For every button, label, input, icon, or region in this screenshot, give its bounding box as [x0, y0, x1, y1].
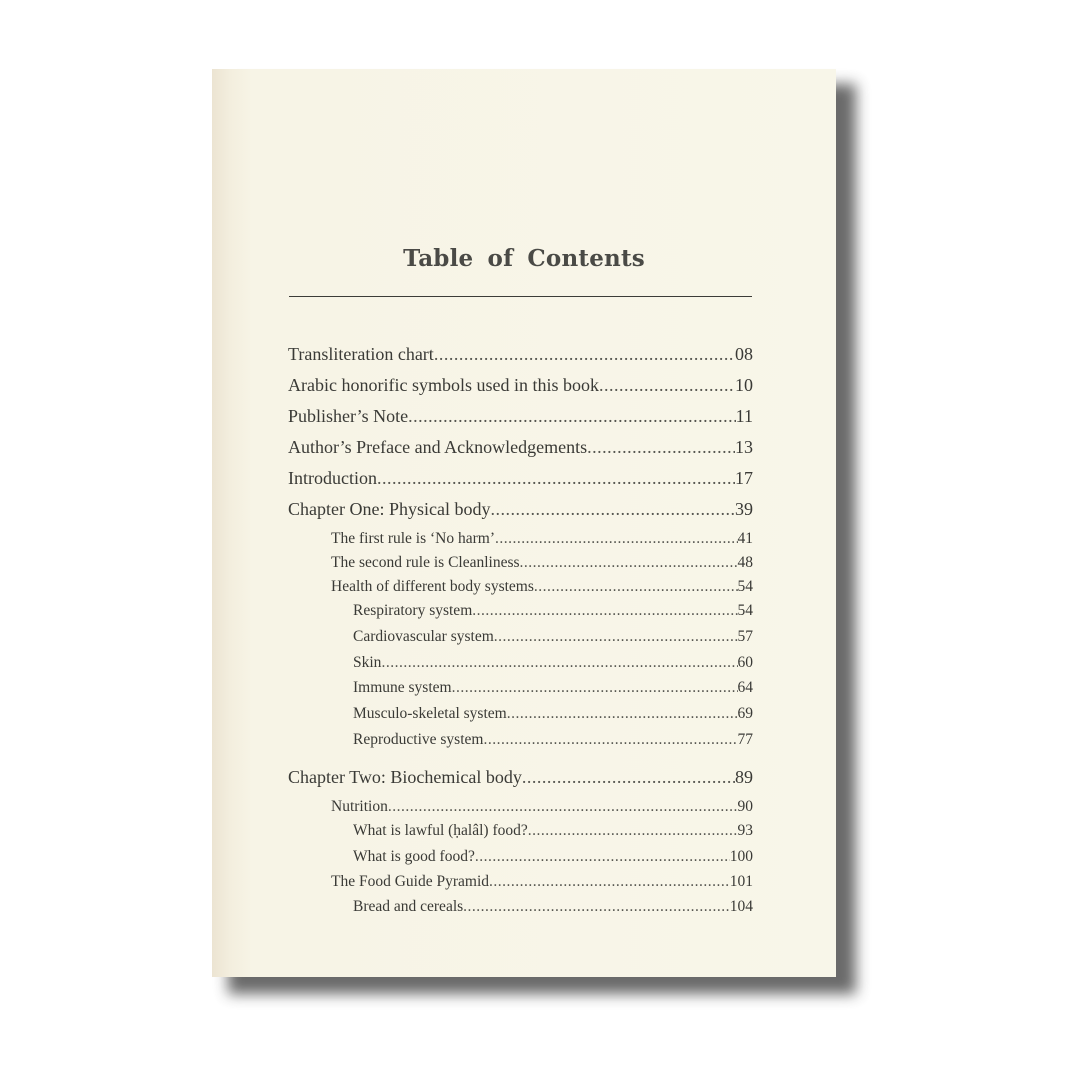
toc-page-number: 11: [735, 406, 753, 426]
toc-page-number: 54: [737, 602, 753, 619]
toc-entry-label: What is good food?: [353, 848, 475, 865]
toc-entry-label: Health of different body systems: [331, 578, 534, 595]
toc-dot-leader: [495, 530, 738, 548]
page-title: Table of Contents: [403, 245, 645, 272]
toc-entry-label: The first rule is ‘No harm’: [331, 530, 495, 547]
toc-entry-label: Respiratory system: [353, 602, 473, 619]
toc-page-number: 41: [737, 530, 753, 547]
toc-page-number: 104: [729, 898, 753, 915]
toc-entry-label: Introduction: [288, 468, 377, 488]
toc-entry: [353, 602, 753, 620]
toc-entry-label: What is lawful (ḥalâl) food?: [353, 822, 528, 839]
toc-page-number: 93: [737, 822, 753, 839]
toc-entry-label: Nutrition: [331, 798, 388, 815]
toc-dot-leader: [475, 848, 730, 866]
toc-dot-leader: [408, 406, 735, 427]
toc-entry-label: Bread and cereals: [353, 898, 464, 915]
toc-dot-leader: [472, 602, 737, 620]
toc-entry: [288, 499, 753, 520]
toc-entry: [288, 468, 753, 489]
toc-dot-leader: [494, 628, 738, 646]
toc-entry: [331, 873, 753, 891]
toc-page-number: 57: [737, 628, 753, 645]
toc-entry-label: Skin: [353, 654, 382, 671]
toc-page-number: 69: [737, 705, 753, 722]
toc-entry-label: Immune system: [353, 679, 452, 696]
toc-entry: [353, 898, 753, 916]
toc-page-number: 60: [737, 654, 753, 671]
toc-page-number: 101: [729, 873, 753, 890]
toc-page-number: 64: [737, 679, 753, 696]
toc-entry-label: Chapter Two: Biochemical body: [288, 767, 522, 787]
toc-entry: [331, 578, 753, 596]
toc-entry-label: The Food Guide Pyramid: [331, 873, 489, 890]
toc-page-number: 90: [737, 798, 753, 815]
toc-dot-leader: [452, 679, 738, 697]
toc-dot-leader: [599, 375, 735, 396]
toc-dot-leader: [434, 344, 735, 365]
toc-entry: [353, 654, 753, 672]
toc-entry: [353, 628, 753, 646]
toc-entry-label: Author’s Preface and Acknowledgements: [288, 437, 588, 457]
toc-entry-label: Chapter One: Physical body: [288, 499, 491, 519]
toc-entry: [353, 731, 753, 749]
toc-dot-leader: [520, 554, 738, 572]
toc-entry: [288, 344, 753, 365]
toc-entry-label: Musculo-skeletal system: [353, 705, 507, 722]
toc-entry-label: Cardiovascular system: [353, 628, 494, 645]
toc-entry-label: Transliteration chart: [288, 344, 434, 364]
toc-entry: [288, 375, 753, 396]
toc-page-number: 54: [737, 578, 753, 595]
toc-entry-label: Arabic honorific symbols used in this book: [288, 375, 599, 395]
toc-dot-leader: [587, 437, 735, 458]
page-content: [212, 69, 836, 977]
toc-dot-leader: [534, 578, 738, 596]
toc-page-number: 13: [735, 437, 753, 457]
toc-page-number: 39: [735, 499, 753, 519]
toc-entry-label: The second rule is Cleanliness: [331, 554, 520, 571]
toc-entry-label: Publisher’s Note: [288, 406, 409, 426]
table-of-contents: [212, 69, 836, 977]
toc-page-number: 48: [737, 554, 753, 571]
book-page: [212, 69, 836, 977]
toc-dot-leader: [489, 873, 730, 891]
toc-dot-leader: [522, 767, 735, 788]
toc-page-number: 10: [735, 375, 753, 395]
toc-page-number: 77: [737, 731, 753, 748]
toc-entry: [353, 705, 753, 723]
toc-entry: [353, 822, 753, 840]
toc-dot-leader: [388, 798, 738, 816]
toc-dot-leader: [377, 468, 735, 489]
toc-page-number: 100: [729, 848, 753, 865]
toc-entry-label: Reproductive system: [353, 731, 484, 748]
toc-entry: [331, 798, 753, 816]
toc-page-number: 17: [735, 468, 753, 488]
toc-dot-leader: [490, 499, 735, 520]
toc-entry: [288, 767, 753, 788]
toc-page-number: 08: [735, 344, 753, 364]
toc-entry: [331, 554, 753, 572]
toc-entry: [288, 437, 753, 458]
toc-entry: [353, 848, 753, 866]
toc-page-number: 89: [735, 767, 753, 787]
toc-entry: [288, 406, 753, 427]
toc-dot-leader: [528, 822, 738, 840]
toc-dot-leader: [483, 731, 737, 749]
toc-dot-leader: [507, 705, 738, 723]
toc-dot-leader: [463, 898, 730, 916]
toc-entry: [353, 679, 753, 697]
toc-entry: [331, 530, 753, 548]
toc-dot-leader: [381, 654, 737, 672]
